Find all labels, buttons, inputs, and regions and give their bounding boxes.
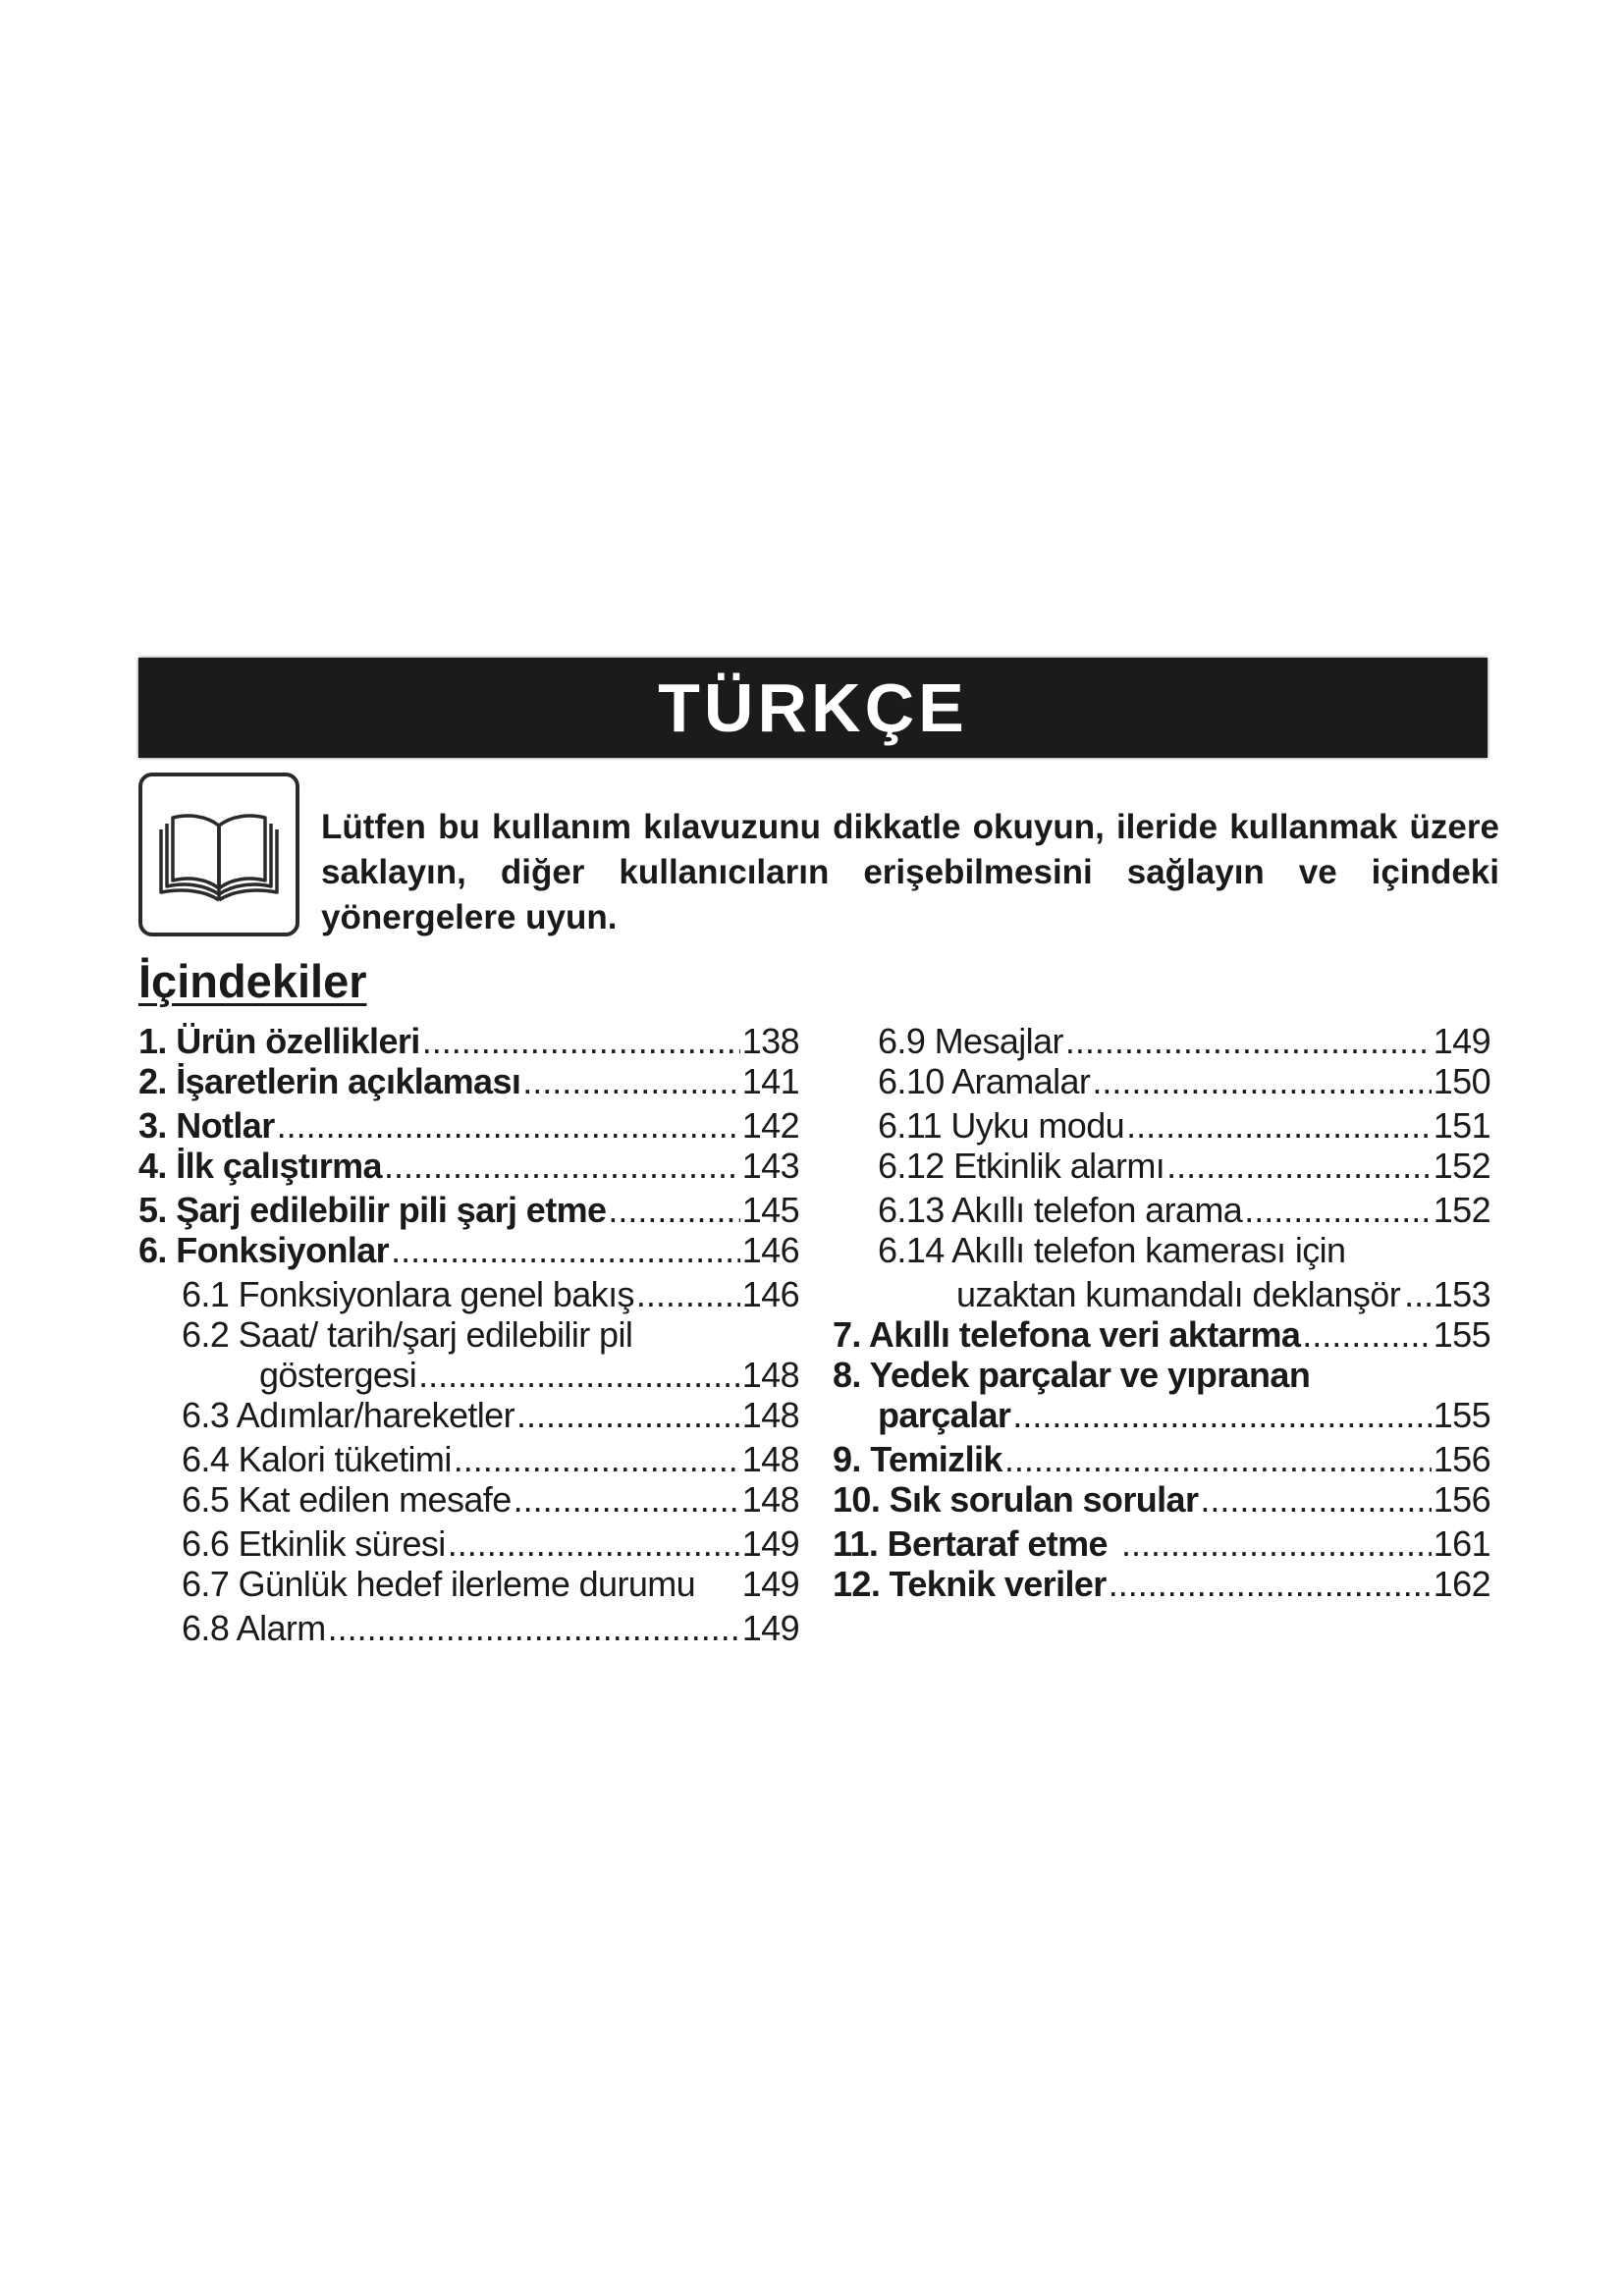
toc-entry-6-8[interactable] [138,1608,799,1648]
toc-entry-page: 148 [741,1395,799,1435]
toc-entry-11[interactable] [833,1523,1490,1564]
toc-entry-3[interactable] [138,1105,799,1146]
leader-dots [1166,1146,1432,1186]
toc-entry-6-10[interactable] [833,1061,1490,1101]
toc-entry-6-7[interactable] [138,1564,799,1604]
toc-entry-page: 143 [741,1146,799,1186]
toc-entry-page: 150 [1433,1061,1490,1101]
leader-dots [1200,1479,1431,1520]
toc-entry-6[interactable] [138,1230,799,1270]
toc-entry-4[interactable] [138,1146,799,1186]
leader-dots [1302,1314,1431,1355]
leader-dots [328,1608,740,1648]
toc-entry-label: 6.3 Adımlar/hareketler [182,1395,514,1435]
toc-entry-12[interactable] [833,1564,1490,1604]
language-banner [138,658,1488,758]
toc-entry-page: 146 [741,1274,799,1314]
toc-entry-6-2[interactable] [138,1355,799,1395]
toc-title: İçindekiler [138,955,367,1007]
leader-dots [418,1355,740,1395]
toc-entry-5[interactable] [138,1190,799,1230]
toc-entry-page: 155 [1433,1314,1490,1355]
leader-dots [1126,1105,1432,1146]
toc-entry-label: 9. Temizlik [833,1439,1002,1479]
toc-entry-page: 153 [1433,1274,1490,1314]
toc-entry-label: 6.10 Aramalar [878,1061,1091,1101]
toc-entry-label: 12. Teknik veriler [833,1564,1107,1604]
leader-dots [514,1479,740,1520]
leader-dots [391,1230,740,1270]
toc-entry-6-3[interactable] [138,1395,799,1435]
leader-dots [522,1061,739,1101]
toc-entry-9[interactable] [833,1439,1490,1479]
toc-entry-page: 155 [1433,1395,1490,1435]
toc-entry-6-11[interactable] [833,1105,1490,1146]
toc-entry-page: 162 [1433,1564,1490,1604]
toc-entry-page: 149 [1433,1021,1490,1061]
leader-dots [454,1439,740,1479]
leader-dots [1244,1190,1432,1230]
toc-entry-page: 148 [741,1439,799,1479]
toc-entry-6-12[interactable] [833,1146,1490,1186]
toc-entry-page: 152 [1433,1146,1490,1186]
toc-entry-label: 2. İşaretlerin açıklaması [138,1061,521,1101]
toc-entry-6-14[interactable] [833,1274,1490,1314]
toc-entry-page: 156 [1433,1479,1490,1520]
toc-entry-label: 6.11 Uyku modu [878,1105,1125,1146]
leader-dots [636,1274,740,1314]
toc-entry-8-line1[interactable]: 8. Yedek parçalar ve yıpranan [833,1355,1311,1395]
leader-dots [448,1523,740,1564]
toc-entry-label: 7. Akıllı telefona veri aktarma [833,1314,1301,1355]
book-icon-graphic [155,796,283,914]
toc-entry-6-13[interactable] [833,1190,1490,1230]
toc-entry-page: 145 [741,1190,799,1230]
toc-entry-page: 156 [1433,1439,1490,1479]
leader-dots [1065,1021,1432,1061]
toc-entry-label: 6.8 Alarm [182,1608,326,1648]
toc-entry-page: 141 [741,1061,799,1101]
toc-entry-label: 6.7 Günlük hedef ilerleme durumu [182,1564,696,1604]
leader-dots [1121,1523,1432,1564]
toc-entry-6-6[interactable] [138,1523,799,1564]
toc-entry-label: 1. Ürün özellikleri [138,1021,420,1061]
toc-entry-label: 6.6 Etkinlik süresi [182,1523,446,1564]
toc-entry-page: 152 [1433,1190,1490,1230]
leader-dots [1109,1564,1432,1604]
toc-entry-2[interactable] [138,1061,799,1101]
toc-entry-label: parçalar [878,1395,1011,1435]
leader-dots [277,1105,740,1146]
toc-entry-10[interactable] [833,1479,1490,1520]
toc-entry-page: 142 [741,1105,799,1146]
leader-dots [608,1190,739,1230]
open-book-icon [138,773,299,936]
toc-left-column [138,1021,799,1648]
toc-entry-8[interactable] [833,1395,1490,1435]
toc-entry-6-5[interactable] [138,1479,799,1520]
toc-entry-label: 6.4 Kalori tüketimi [182,1439,452,1479]
toc-entry-label: 6.9 Mesajlar [878,1021,1063,1061]
leader-dots [1004,1439,1432,1479]
toc-entry-page: 148 [741,1355,799,1395]
toc-entry-7[interactable] [833,1314,1490,1355]
toc-entry-page: 151 [1433,1105,1490,1146]
toc-entry-page: 146 [741,1230,799,1270]
toc-entry-label: 4. İlk çalıştırma [138,1146,382,1186]
leader-dots [384,1146,740,1186]
toc-entry-label: 6.12 Etkinlik alarmı [878,1146,1165,1186]
toc-entry-label: 6.1 Fonksiyonlara genel bakış [182,1274,634,1314]
toc-entry-label: 11. Bertaraf etme [833,1523,1108,1564]
toc-entry-page: 161 [1433,1523,1490,1564]
toc-right-column [833,1021,1490,1604]
toc-entry-page: 138 [741,1021,799,1061]
toc-entry-6-9[interactable] [833,1021,1490,1061]
leader-dots [1404,1274,1432,1314]
toc-entry-page: 149 [741,1523,799,1564]
toc-entry-1[interactable] [138,1021,799,1061]
leader-dots [1092,1061,1431,1101]
toc-entry-label: uzaktan kumandalı deklanşör [956,1274,1401,1314]
toc-entry-6-4[interactable] [138,1439,799,1479]
toc-entry-label: 6.13 Akıllı telefon arama [878,1190,1243,1230]
leader-dots [516,1395,740,1435]
toc-entry-label: 5. Şarj edilebilir pili şarj etme [138,1190,607,1230]
toc-entry-label: 6. Fonksiyonlar [138,1230,390,1270]
toc-entry-6-14-line1[interactable]: 6.14 Akıllı telefon kamerası için [878,1230,1346,1270]
toc-entry-6-1[interactable] [138,1274,799,1314]
toc-entry-label: 6.5 Kat edilen mesafe [182,1479,512,1520]
leader-dots [1012,1395,1431,1435]
toc-entry-label: 10. Sık sorulan sorular [833,1479,1199,1520]
banner-title: TÜRKÇE [658,669,968,746]
leader-dots [422,1021,740,1061]
toc-entry-page: 149 [741,1564,799,1604]
toc-entry-label: göstergesi [259,1355,417,1395]
intro-text: Lütfen bu kullanım kılavuzunu dikkatle okuyun, ileride kullanmak üzere saklayın, diğer kullanıcıların erişebilmesini sağlayın ve içindeki yönergelere uyun. [321,808,1499,936]
toc-entry-6-2-line1[interactable]: 6.2 Saat/ tarih/şarj edilebilir pil [182,1314,633,1355]
toc-entry-label: 3. Notlar [138,1105,275,1146]
toc-entry-page: 148 [741,1479,799,1520]
toc-entry-page: 149 [741,1608,799,1648]
